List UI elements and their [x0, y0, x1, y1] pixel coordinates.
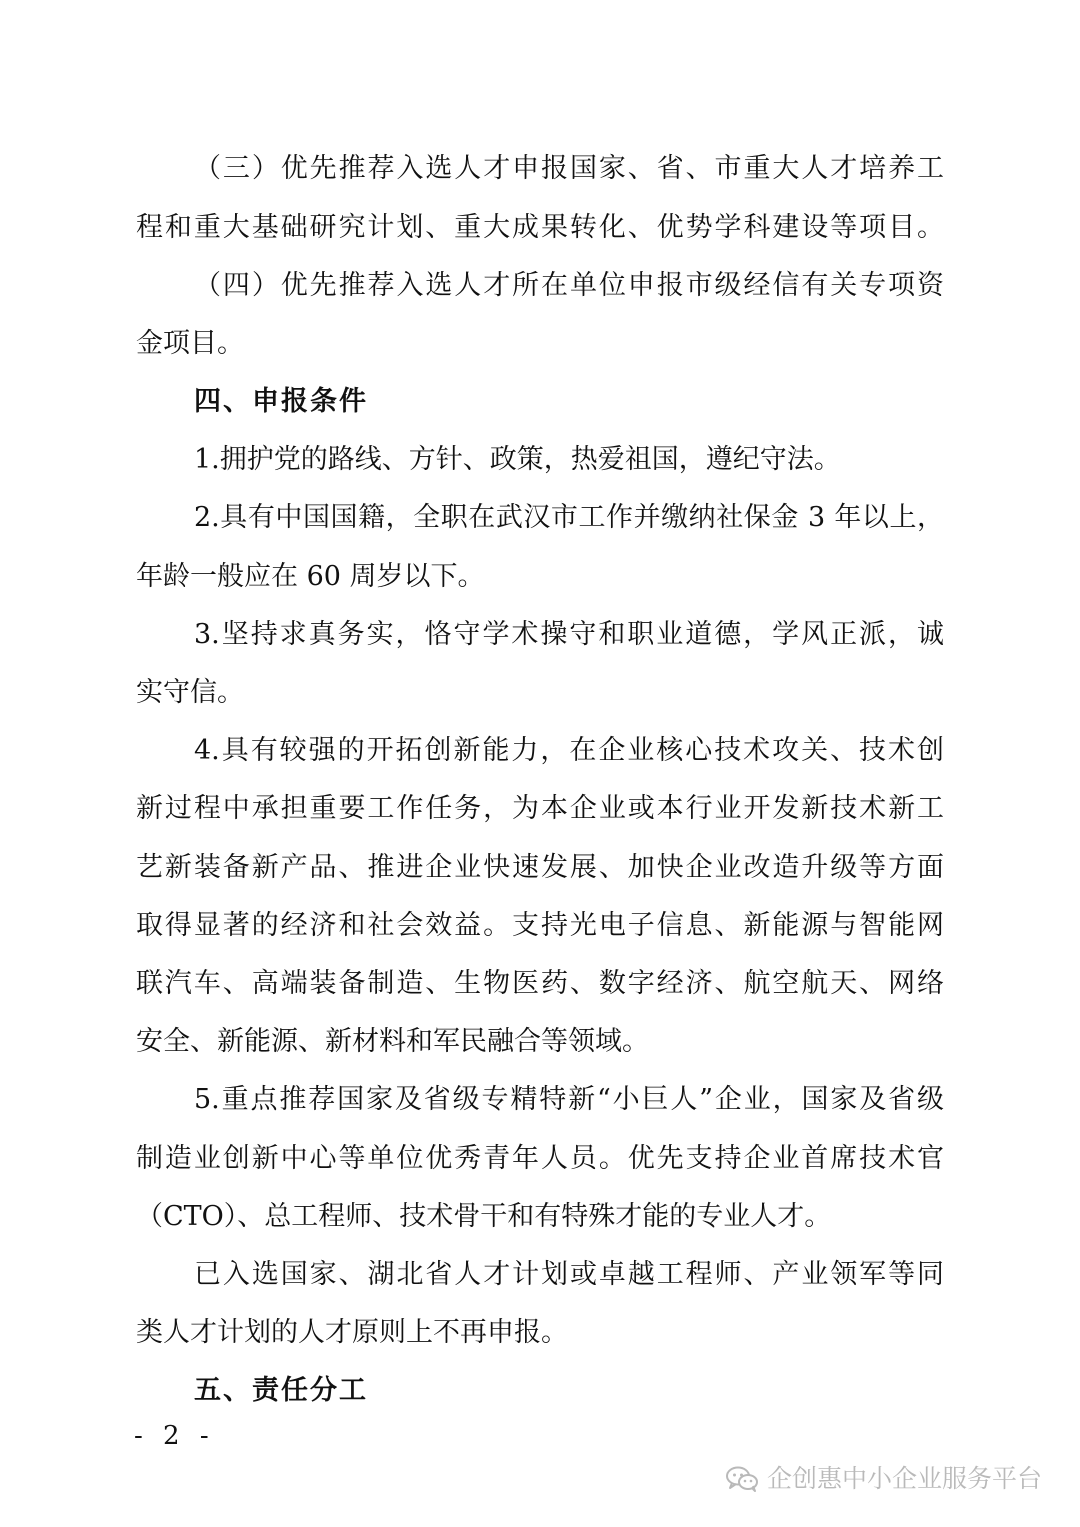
condition-3-line-1: 3.坚持求真务实，恪守学术操守和职业道德，学风正派，诚	[194, 619, 944, 650]
paragraph-4-line-2: 金项目。	[136, 328, 244, 359]
paragraph-4-line-1: （四）优先推荐入选人才所在单位申报市级经信有关专项资	[194, 270, 944, 301]
section-heading-application-conditions: 四、申报条件	[194, 386, 368, 417]
paragraph-3-line-2: 程和重大基础研究计划、重大成果转化、优势学科建设等项目。	[136, 212, 944, 243]
condition-4-line-5: 联汽车、高端装备制造、生物医药、数字经济、航空航天、网络	[136, 968, 944, 999]
condition-4-line-1: 4.具有较强的开拓创新能力，在企业核心技术攻关、技术创	[194, 735, 944, 766]
section-heading-responsibilities: 五、责任分工	[194, 1375, 368, 1406]
condition-2-line-2: 年龄一般应在 60 周岁以下。	[136, 561, 485, 592]
watermark-text: 企创惠中小企业服务平台	[766, 1464, 1042, 1493]
paragraph-3-line-1: （三）优先推荐入选人才申报国家、省、市重大人才培养工	[194, 153, 944, 184]
condition-3-line-2: 实守信。	[136, 677, 244, 708]
condition-4-line-3: 艺新装备新产品、推进企业快速发展、加快企业改造升级等方面	[136, 852, 944, 883]
wechat-icon	[725, 1465, 759, 1493]
exclusion-line-1: 已入选国家、湖北省人才计划或卓越工程师、产业领军等同	[194, 1259, 944, 1290]
condition-4-line-2: 新过程中承担重要工作任务，为本企业或本行业开发新技术新工	[136, 793, 944, 824]
condition-5-line-2: 制造业创新中心等单位优秀青年人员。优先支持企业首席技术官	[136, 1143, 944, 1174]
condition-4-line-4: 取得显著的经济和社会效益。支持光电子信息、新能源与智能网	[136, 910, 944, 941]
condition-2-line-1: 2.具有中国国籍，全职在武汉市工作并缴纳社保金 3 年以上，	[194, 502, 944, 533]
condition-5-line-1: 5.重点推荐国家及省级专精特新“小巨人”企业，国家及省级	[194, 1084, 944, 1115]
condition-5-line-3: （CTO）、总工程师、技术骨干和有特殊才能的专业人才。	[136, 1201, 832, 1232]
condition-4-line-6: 安全、新能源、新材料和军民融合等领域。	[136, 1026, 649, 1057]
publisher-watermark	[725, 1462, 1042, 1496]
page-number: - 2 -	[134, 1421, 215, 1451]
exclusion-line-2: 类人才计划的人才原则上不再申报。	[136, 1317, 568, 1348]
condition-1: 1.拥护党的路线、方针、政策，热爱祖国，遵纪守法。	[194, 444, 841, 475]
